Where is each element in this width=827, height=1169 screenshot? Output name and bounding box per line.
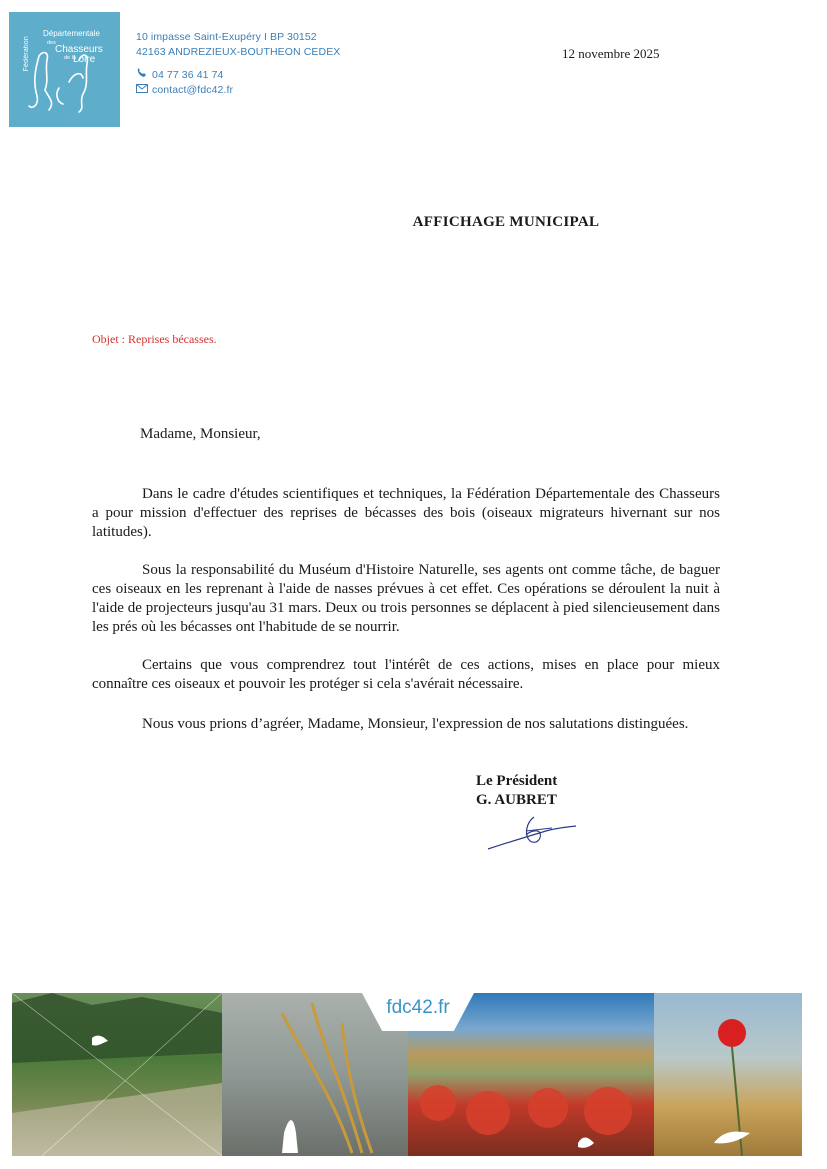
letter-object: Objet : Reprises bécasses. [92, 332, 217, 346]
email-row [136, 83, 340, 98]
logo-text-departementale: Départementale [43, 29, 100, 38]
page-title: AFFICHAGE MUNICIPAL [412, 214, 600, 230]
phone-icon [136, 68, 148, 83]
phone-number[interactable]: 04 77 36 41 74 [152, 69, 224, 81]
phone-row [136, 68, 340, 83]
mail-icon [136, 83, 148, 98]
letter-greeting: Madame, Monsieur, [140, 426, 261, 442]
paragraph-1: Dans le cadre d'études scientifiques et techniques, la Fédération Départementale des Chasseurs a pour mission d'effectuer des reprises de bécasses des bois (oiseaux migrateurs hivernant sur nos latitudes). [92, 486, 720, 540]
paragraph-3: Certains que vous comprendrez tout l'intérêt de ces actions, mises en place pour mieux connaître ces oiseaux et pouvoir les protéger si cela s'avérait nécessaire. [92, 657, 720, 692]
handwritten-signature [486, 813, 581, 860]
logo-text-chasseurs: Chasseurs [55, 44, 103, 55]
website-link[interactable]: fdc42.fr [386, 997, 450, 1018]
banner-panel-poppy [654, 993, 802, 1156]
contact-block [136, 30, 340, 98]
signatory-title: Le Président [476, 773, 558, 789]
banner-panel-forest [12, 993, 222, 1156]
paragraph-4: Nous vous prions d’agréer, Madame, Monsieur, l'expression de nos salutations distinguées. [142, 716, 689, 732]
logo-text-de-la: de la [64, 55, 76, 61]
signatory-block [476, 772, 557, 810]
logo-text-des: des [47, 40, 56, 46]
paragraph-2: Sous la responsabilité du Muséum d'Histoire Naturelle, ses agents ont comme tâche, de baguer ces oiseaux en les reprenant à l'aide de nasses prévues à cet effet. Ces opérations se déroulent la nuit à l'aide de projecteurs jusqu'au 31 mars. Deux ou trois personnes se déplacent à pied silencieusement dans les prés où les bécasses ont l'habitude de se nourrir. [92, 562, 720, 635]
footer-banner [12, 993, 802, 1156]
federation-logo [9, 12, 120, 127]
logo-text-loire: Loire [73, 54, 96, 65]
email-link[interactable]: contact@fdc42.fr [152, 84, 234, 96]
address-line-2: 42163 ANDREZIEUX-BOUTHEON CEDEX [136, 46, 341, 58]
signatory-name: G. AUBRET [476, 792, 557, 808]
logo-text-federation: Fédération [23, 36, 30, 72]
letter-date: 12 novembre 2025 [562, 46, 660, 61]
address-line-1: 10 impasse Saint-Exupéry I BP 30152 [136, 31, 317, 43]
